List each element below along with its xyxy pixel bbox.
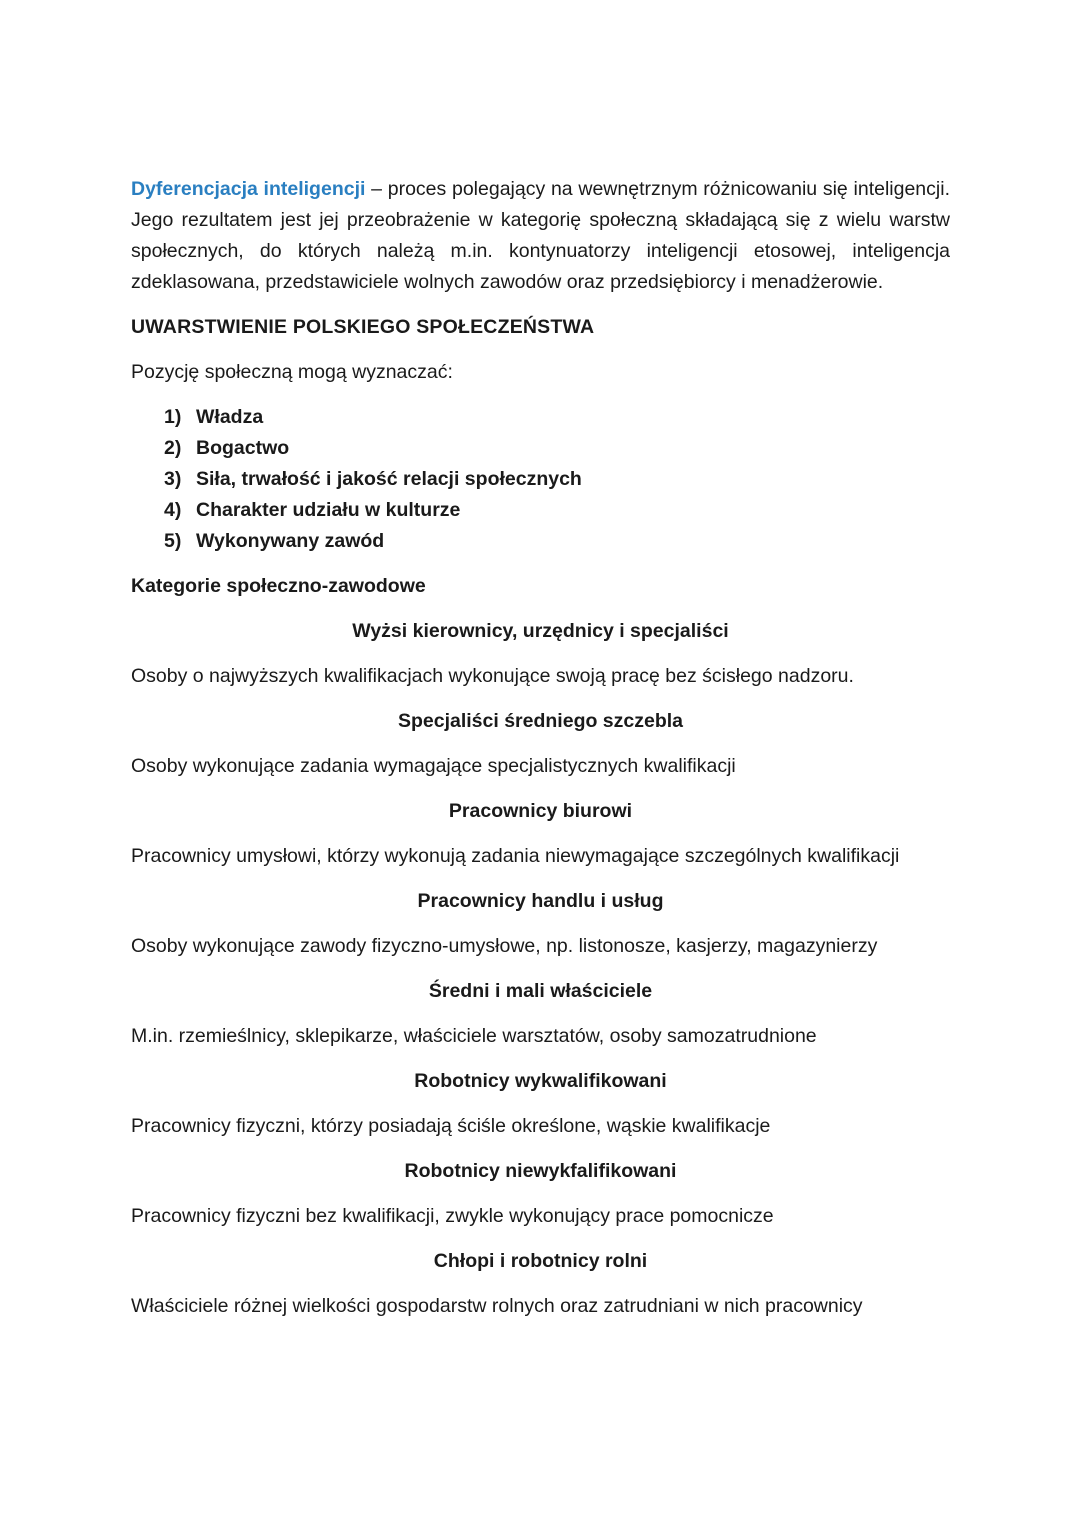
factors-list bbox=[131, 402, 950, 557]
category-title: Specjaliści średniego szczebla bbox=[397, 710, 684, 732]
lead-text: Pozycję społeczną mogą wyznaczać: bbox=[131, 361, 453, 383]
list-item-number: 2) bbox=[164, 437, 182, 459]
list-item-label: Bogactwo bbox=[196, 437, 290, 459]
list-item bbox=[164, 433, 950, 464]
list-item-label: Siła, trwałość i jakość relacji społecznych bbox=[196, 468, 582, 490]
document-page bbox=[131, 174, 950, 1322]
category-title: Średni i mali właściciele bbox=[428, 980, 653, 1002]
list-item bbox=[164, 526, 950, 557]
list-item-label: Wykonywany zawód bbox=[196, 530, 385, 552]
category-description: Pracownicy fizyczni, którzy posiadają ściśle określone, wąskie kwalifikacje bbox=[131, 1115, 771, 1137]
category-description: Osoby wykonujące zawody fizyczno-umysłowe, np. listonosze, kasjerzy, magazynierzy bbox=[131, 935, 878, 957]
category-description: Osoby wykonujące zadania wymagające specjalistycznych kwalifikacji bbox=[131, 755, 736, 777]
list-item-number: 1) bbox=[164, 406, 182, 428]
list-item bbox=[164, 464, 950, 495]
list-item-number: 5) bbox=[164, 530, 182, 552]
category-title: Pracownicy biurowi bbox=[448, 800, 633, 822]
list-item bbox=[164, 495, 950, 526]
category-title: Robotnicy wykwalifikowani bbox=[414, 1070, 667, 1092]
category-title: Wyżsi kierownicy, urzędnicy i specjaliści bbox=[352, 620, 729, 642]
list-item-number: 3) bbox=[164, 468, 182, 490]
list-item bbox=[164, 402, 950, 433]
categories-heading: Kategorie społeczno-zawodowe bbox=[131, 575, 426, 597]
list-item-label: Władza bbox=[196, 406, 264, 428]
intro-text: – proces polegający na wewnętrznym różnicowaniu się inteligencji. Jego rezultatem jest jej przeobrażenie w kategorię społeczną składającą się z wielu warstw społecznych, do których należą m.in. kontynuatorzy inteligencji etosowej, inteligencja zdeklasowana, przedstawiciele wolnych zawodów oraz przedsiębiorcy i menadżerowie. bbox=[131, 178, 950, 293]
intro-term: Dyferencjacja inteligencji bbox=[131, 178, 366, 200]
intro-paragraph bbox=[131, 174, 950, 298]
categories-list bbox=[131, 616, 950, 1322]
section-title: UWARSTWIENIE POLSKIEGO SPOŁECZEŃSTWA bbox=[131, 316, 595, 338]
category-description: Właściciele różnej wielkości gospodarstw rolnych oraz zatrudniani w nich pracownicy bbox=[131, 1295, 863, 1317]
category-description: M.in. rzemieślnicy, sklepikarze, właściciele warsztatów, osoby samozatrudnione bbox=[131, 1025, 817, 1047]
category-title: Robotnicy niewykfalifikowani bbox=[404, 1160, 677, 1182]
category-title: Pracownicy handlu i usług bbox=[417, 890, 664, 912]
category-description: Pracownicy umysłowi, którzy wykonują zadania niewymagające szczególnych kwalifikacji bbox=[131, 845, 900, 867]
list-item-number: 4) bbox=[164, 499, 182, 521]
list-item-label: Charakter udziału w kulturze bbox=[196, 499, 461, 521]
category-description: Osoby o najwyższych kwalifikacjach wykonujące swoją pracę bez ścisłego nadzoru. bbox=[131, 665, 854, 687]
category-description: Pracownicy fizyczni bez kwalifikacji, zwykle wykonujący prace pomocnicze bbox=[131, 1205, 774, 1227]
category-title: Chłopi i robotnicy rolni bbox=[433, 1250, 648, 1272]
